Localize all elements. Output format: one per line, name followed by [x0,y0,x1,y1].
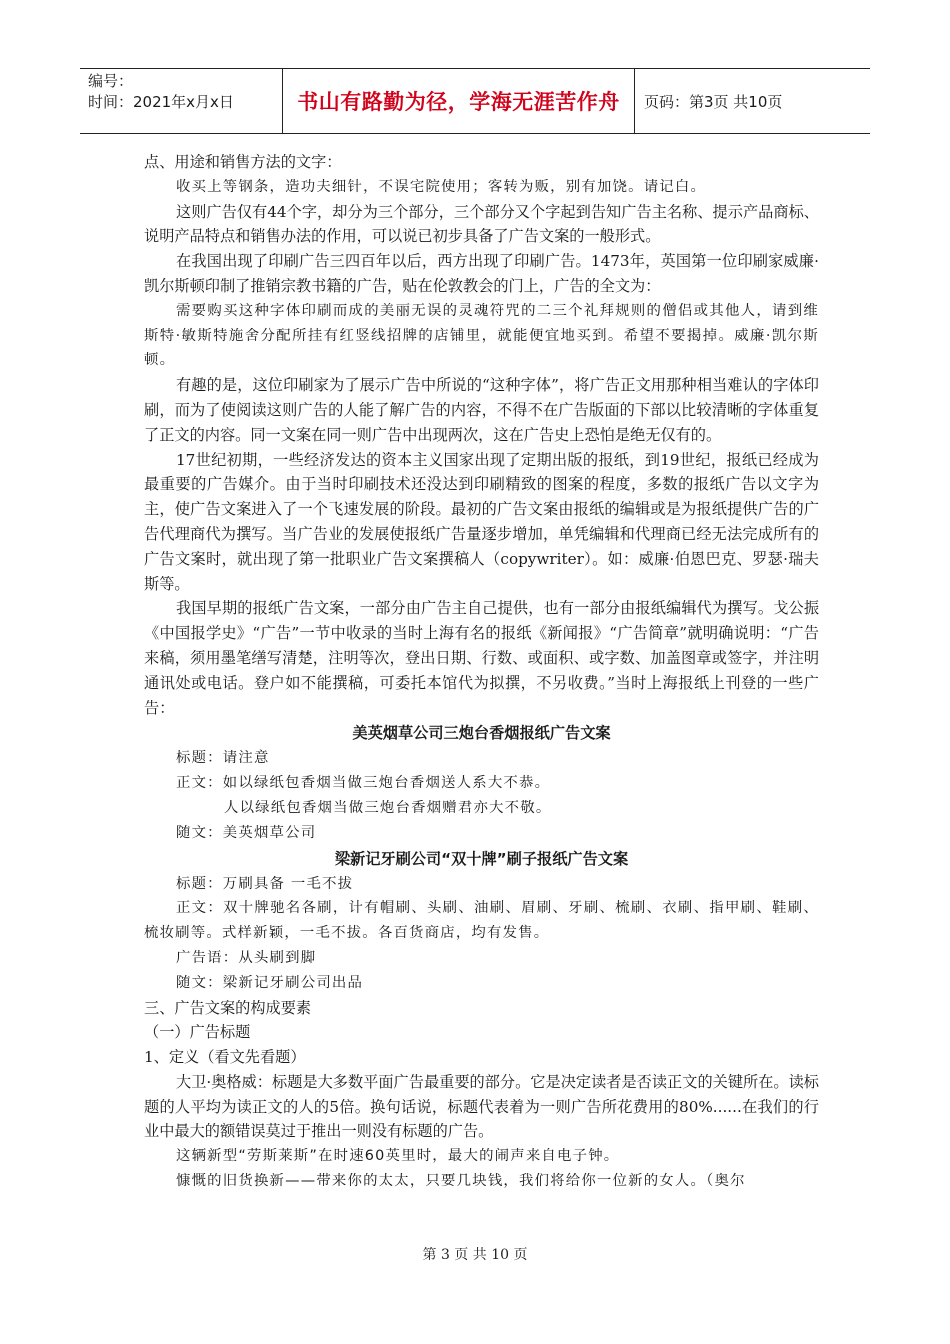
quote-paragraph: 慷慨的旧货换新——带来你的太太，只要几块钱，我们将给你一位新的女人。（奥尔 [176,1173,746,1190]
subsection-heading: 1、定义（看文先看题） [144,1048,306,1067]
ad-sign: 随文：梁新记牙刷公司出品 [176,974,364,991]
ad-sign: 随文：美英烟草公司 [176,824,317,841]
ad-body: 正文：如以绿纸包香烟当做三炮台香烟送人系大不恭。 [176,775,551,792]
quote-paragraph: 需要购买这种字体印刷而成的美丽无误的灵魂符咒的二三个礼拜规则的僧侣或其他人，请到维斯特·敏斯特施舍分配所挂有红竖线招牌的店铺里，就能便宜地买到。希望不要揭掉。威廉·凯尔斯顿。 [144,302,819,369]
ad-headline: 标题：请注意 [176,750,270,767]
document-body [144,150,819,1194]
quote-paragraph: 这辆新型“劳斯莱斯”在时速60英里时，最大的闹声来自电子钟。 [176,1148,620,1165]
number-label: 编号： [88,72,134,90]
paragraph: 有趣的是，这位印刷家为了展示广告中所说的“这种字体”，将广告正文用那种相当难认的字体印刷，而为了使阅读这则广告的人能了解广告的内容，不得不在广告版面的下部以比较清晰的字体重复了正文的内容。同一文案在同一则广告中出现两次，这在广告史上恐怕是绝无仅有的。 [144,376,819,444]
paragraph: 我国早期的报纸广告文案，一部分由广告主自己提供，也有一部分由报纸编辑代为撰写。戈公振《中国报学史》“广告”一节中收录的当时上海有名的报纸《新闻报》“广告简章”就明确说明：“广告来稿，须用墨笔缮写清楚，注明等次，登出日期、行数、或面积、或字数、加盖图章或签字，并注明通讯处或电话。登户如不能撰稿，可委托本馆代为拟撰，不另收费。”当时上海报纸上刊登的一些广告： [144,599,819,717]
header-motto: 书山有路勤为径，学海无涯苦作舟 [283,69,635,133]
paragraph: 17世纪初期，一些经济发达的资本主义国家出现了定期出版的报纸，到19世纪，报纸已经成为最重要的广告媒介。由于当时印刷技术还没达到印刷精致的图案的程度，多数的报纸广告以文字为主，使广告文案进入了一个飞速发展的阶段。最初的广告文案由报纸的编辑或是为报纸提供广告的广告代理商代为撰写。当广告业的发展使报纸广告量逐步增加，单凭编辑和代理商已经无法完成所有的广告文案时，就出现了第一批职业广告文案撰稿人（copywriter）。如：威廉·伯恩巴克、罗瑟·瑞夫斯等。 [144,450,819,593]
ad-body: 人以绿纸包香烟当做三炮台香烟赠君亦大不敬。 [224,799,552,816]
time-label: 时间：2021年x月x日 [88,93,234,111]
ad-headline: 标题：万刷具备 一毛不拔 [176,875,354,892]
quote-paragraph: 收买上等钢条，造功夫细针，不误宅院使用；客转为贩，别有加饶。请记白。 [176,178,707,195]
paragraph: 大卫·奥格威：标题是大多数平面广告最重要的部分。它是决定读者是否读正文的关键所在。读标题的人平均为读正文的人的5倍。换句话说，标题代表着为一则广告所花费用的80%......在我们的行业中最大的额错误莫过于推出一则没有标题的广告。 [144,1072,819,1141]
header-page-label: 页码：第3页 共10页 [644,92,783,111]
ad-slogan: 广告语：从头刷到脚 [176,949,317,966]
header-meta [80,69,283,133]
document-header [80,68,870,134]
ad-title: 梁新记牙刷公司“双十牌”刷子报纸广告文案 [334,849,629,868]
section-heading: 三、广告文案的构成要素 [144,998,312,1017]
paragraph: 在我国出现了印刷广告三四百年以后，西方出现了印刷广告。1473年，英国第一位印刷家威廉·凯尔斯顿印制了推销宗教书籍的广告，贴在伦敦教会的门上，广告的全文为： [144,252,819,295]
paragraph: 这则广告仅有44个字，却分为三个部分，三个部分又个字起到告知广告主名称、提示产品商标、说明产品特点和销售办法的作用，可以说已初步具备了广告文案的一般形式。 [144,202,819,246]
ad-title: 美英烟草公司三炮台香烟报纸广告文案 [352,724,611,743]
ad-body: 正文：双十牌驰名各刷，计有帽刷、头刷、油刷、眉刷、牙刷、梳刷、衣刷、指甲刷、鞋刷、梳妆刷等。式样新颖，一毛不拔。各百货商店，均有发售。 [144,900,819,942]
paragraph: 点、用途和销售方法的文字： [144,153,342,171]
subsection-heading: （一）广告标题 [144,1023,251,1042]
page-footer: 第 3 页 共 10 页 [422,1247,528,1263]
